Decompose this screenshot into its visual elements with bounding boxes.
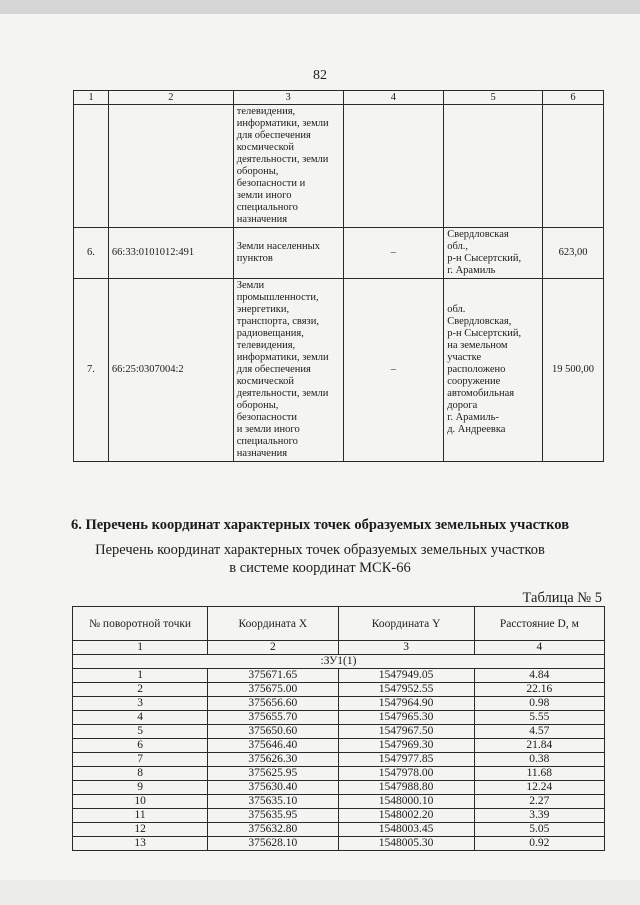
coord-y-value: 1547978.00	[338, 767, 474, 781]
coord-col-number: 4	[474, 641, 604, 655]
coord-distance-value: 3.39	[474, 809, 604, 823]
coord-x-value: 375671.65	[208, 669, 338, 683]
land-header-cell: 5	[444, 91, 543, 105]
coord-y-value: 1547977.85	[338, 753, 474, 767]
coord-point-number: 2	[73, 683, 208, 697]
land-address: Свердловская обл., р-н Сысертский, г. Арамиль	[444, 228, 543, 279]
coord-group-label: :ЗУ1(1)	[73, 655, 605, 669]
coord-x-value: 375656.60	[208, 697, 338, 711]
land-row-7	[74, 279, 604, 462]
land-col4: –	[343, 279, 444, 462]
coord-point-number: 10	[73, 795, 208, 809]
coord-header-point: № поворотной точки	[73, 607, 208, 641]
coord-x-value: 375646.40	[208, 739, 338, 753]
table-label: Таблица № 5	[522, 590, 602, 606]
coord-x-value: 375655.70	[208, 711, 338, 725]
coord-x-value: 375650.60	[208, 725, 338, 739]
coord-x-value: 375675.00	[208, 683, 338, 697]
coord-y-value: 1547964.90	[338, 697, 474, 711]
land-area: 623,00	[543, 228, 604, 279]
page-number: 82	[313, 68, 327, 83]
coord-table-row	[73, 795, 605, 809]
coord-y-value: 1547952.55	[338, 683, 474, 697]
coord-point-number: 7	[73, 753, 208, 767]
section-heading: 6. Перечень координат характерных точек образуемых земельных участков	[70, 517, 570, 533]
land-address: обл. Свердловская, р-н Сысертский, на земельном участке расположено сооружение автомобильная дорога г. Арамиль- д. Андреевка	[444, 279, 543, 462]
coord-x-value: 375625.95	[208, 767, 338, 781]
coordinates-table	[72, 606, 605, 851]
coord-table-row	[73, 781, 605, 795]
land-cadastral-number: 66:25:0307004:2	[108, 279, 233, 462]
land-cadastral-number	[108, 105, 233, 228]
coord-header-y: Координата Y	[338, 607, 474, 641]
coord-y-value: 1547988.80	[338, 781, 474, 795]
coord-y-value: 1547965.30	[338, 711, 474, 725]
coord-distance-value: 0.38	[474, 753, 604, 767]
coordinates-subtitle: Перечень координат характерных точек образуемых земельных участков	[95, 542, 545, 558]
land-header-cell: 6	[543, 91, 604, 105]
coord-point-number: 1	[73, 669, 208, 683]
coord-table-row	[73, 837, 605, 851]
coord-x-value: 375632.80	[208, 823, 338, 837]
coord-table-row	[73, 767, 605, 781]
coord-point-number: 3	[73, 697, 208, 711]
coord-distance-value: 22.16	[474, 683, 604, 697]
land-row-continued	[74, 105, 604, 228]
coord-distance-value: 4.57	[474, 725, 604, 739]
coord-table-row	[73, 697, 605, 711]
coord-point-number: 12	[73, 823, 208, 837]
land-header-cell: 2	[108, 91, 233, 105]
coord-distance-value: 21.84	[474, 739, 604, 753]
land-area: 19 500,00	[543, 279, 604, 462]
coord-y-value: 1548003.45	[338, 823, 474, 837]
coord-distance-value: 4.84	[474, 669, 604, 683]
coord-table-row	[73, 753, 605, 767]
land-cadastral-number: 66:33:0101012:491	[108, 228, 233, 279]
coord-x-value: 375626.30	[208, 753, 338, 767]
coord-table-row	[73, 669, 605, 683]
coord-y-value: 1547967.50	[338, 725, 474, 739]
coord-x-value: 375630.40	[208, 781, 338, 795]
land-row-number	[74, 105, 109, 228]
coordinate-system-subtitle: в системе координат МСК-66	[229, 560, 411, 576]
coord-table-row	[73, 711, 605, 725]
coord-col-number: 1	[73, 641, 208, 655]
coord-distance-value: 2.27	[474, 795, 604, 809]
land-row-number: 7.	[74, 279, 109, 462]
coord-point-number: 13	[73, 837, 208, 851]
land-row-number: 6.	[74, 228, 109, 279]
land-header-cell: 1	[74, 91, 109, 105]
coord-header-distance: Расстояние D, м	[474, 607, 604, 641]
land-row-6	[74, 228, 604, 279]
coord-x-value: 375628.10	[208, 837, 338, 851]
coord-header-row	[73, 607, 605, 641]
coord-point-number: 8	[73, 767, 208, 781]
coord-y-value: 1547969.30	[338, 739, 474, 753]
coord-distance-value: 11.68	[474, 767, 604, 781]
coord-point-number: 11	[73, 809, 208, 823]
coord-table-row	[73, 739, 605, 753]
viewer-top-bar	[0, 0, 640, 14]
coord-point-number: 5	[73, 725, 208, 739]
coord-distance-value: 5.05	[474, 823, 604, 837]
coord-table-body	[73, 669, 605, 851]
coord-y-value: 1547949.05	[338, 669, 474, 683]
land-header-cell: 3	[233, 91, 343, 105]
land-address	[444, 105, 543, 228]
land-header-cell: 4	[343, 91, 444, 105]
coord-x-value: 375635.95	[208, 809, 338, 823]
land-category: Земли промышленности, энергетики, транспорта, связи, радиовещания, телевидения, информатики, земли для обеспечения космической деятельности, земли обороны, безопасности и земли иного специального назначения	[233, 279, 343, 462]
coord-group-row	[73, 655, 605, 669]
land-plots-table	[73, 90, 604, 462]
land-table-header-row	[74, 91, 604, 105]
land-category: телевидения, информатики, земли для обеспечения космической деятельности, земли обороны, безопасности и земли иного специального назначения	[233, 105, 343, 228]
coord-table-row	[73, 809, 605, 823]
coord-point-number: 4	[73, 711, 208, 725]
coord-y-value: 1548002.20	[338, 809, 474, 823]
coord-col-number: 3	[338, 641, 474, 655]
coord-x-value: 375635.10	[208, 795, 338, 809]
land-col4	[343, 105, 444, 228]
coord-distance-value: 12.24	[474, 781, 604, 795]
coord-distance-value: 0.98	[474, 697, 604, 711]
land-col4: –	[343, 228, 444, 279]
coord-point-number: 6	[73, 739, 208, 753]
coord-col-number: 2	[208, 641, 338, 655]
coord-table-row	[73, 725, 605, 739]
coord-y-value: 1548005.30	[338, 837, 474, 851]
coord-point-number: 9	[73, 781, 208, 795]
coord-table-row	[73, 683, 605, 697]
coord-y-value: 1548000.10	[338, 795, 474, 809]
coord-table-row	[73, 823, 605, 837]
page-bottom-margin	[0, 880, 640, 905]
coord-column-numbers-row	[73, 641, 605, 655]
land-category: Земли населенных пунктов	[233, 228, 343, 279]
document-page	[0, 14, 640, 905]
coord-distance-value: 0.92	[474, 837, 604, 851]
land-area	[543, 105, 604, 228]
coord-distance-value: 5.55	[474, 711, 604, 725]
coord-header-x: Координата X	[208, 607, 338, 641]
